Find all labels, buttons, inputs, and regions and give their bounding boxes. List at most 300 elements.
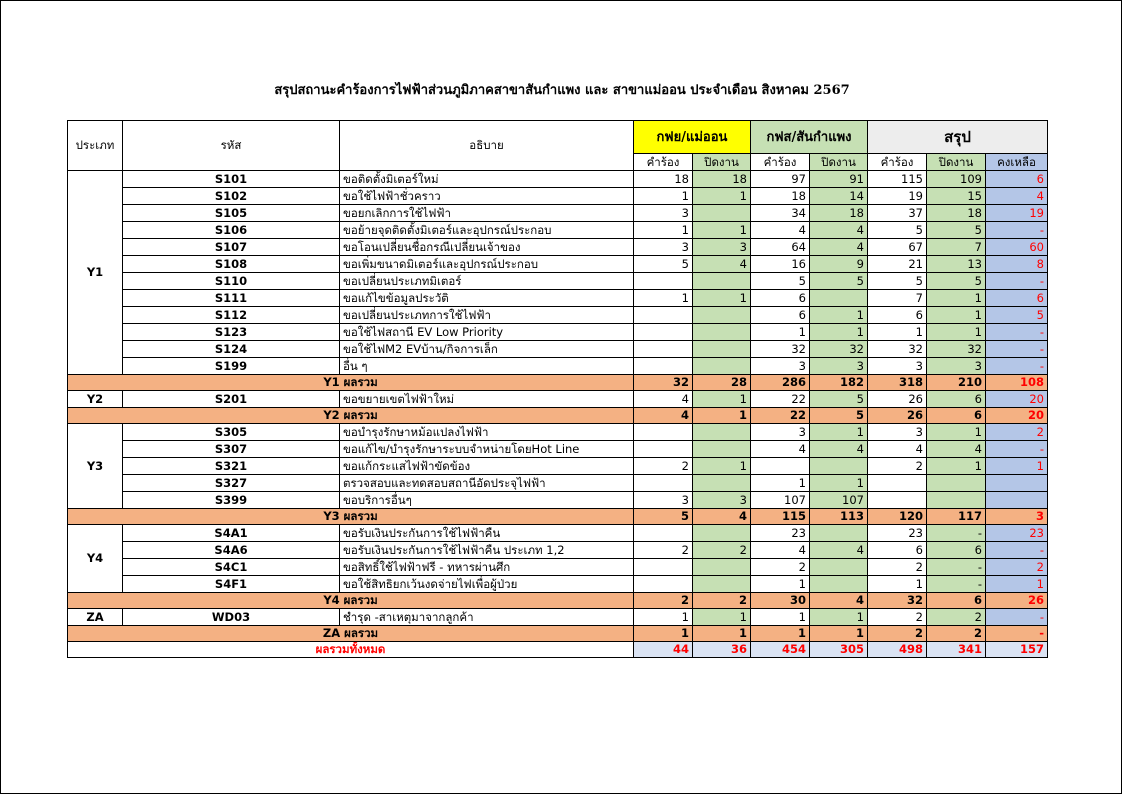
b-req-cell: 5: [751, 273, 810, 290]
t-close-cell: 109: [927, 171, 986, 188]
header-group-sankamphaeng: กฟส/สันกำแพง: [751, 121, 868, 154]
b-close-cell: [810, 290, 868, 307]
t-req-cell: 1: [868, 324, 927, 341]
b-req-cell: 1: [751, 576, 810, 593]
b-req-cell: 22: [751, 391, 810, 408]
remain-cell: 8: [986, 256, 1048, 273]
b-close-cell: [810, 559, 868, 576]
a-req-cell: [634, 424, 693, 441]
b-close-cell: 1: [810, 324, 868, 341]
report-title: สรุปสถานะคำร้องการไฟฟ้าส่วนภูมิภาคสาขาสันกำแพง และ สาขาแม่ออน ประจำเดือน สิงหาคม 2567: [274, 83, 850, 98]
header-group-summary: สรุป: [868, 121, 1048, 154]
remain-cell: 6: [986, 171, 1048, 188]
b-req-cell: 32: [751, 341, 810, 358]
remain-cell: -: [986, 609, 1048, 626]
t-req-cell: 26: [868, 391, 927, 408]
a-close-cell: [693, 205, 751, 222]
a-close-cell: 2: [693, 542, 751, 559]
table-row: [68, 525, 1048, 542]
a-req-cell: 1: [634, 609, 693, 626]
subtotal-t-close: 6: [927, 593, 986, 609]
b-close-cell: 107: [810, 492, 868, 509]
code-cell: S307: [123, 441, 340, 458]
remain-cell: -: [986, 222, 1048, 239]
subtotal-row: [68, 626, 1048, 642]
subtotal-b-close: 182: [810, 375, 868, 391]
t-req-cell: 6: [868, 542, 927, 559]
b-req-cell: 4: [751, 222, 810, 239]
a-req-cell: 3: [634, 492, 693, 509]
t-req-cell: 67: [868, 239, 927, 256]
subtotal-t-close: 2: [927, 626, 986, 642]
subtotal-b-close: 1: [810, 626, 868, 642]
subtotal-remain: 108: [986, 375, 1048, 391]
a-req-cell: 4: [634, 391, 693, 408]
a-close-cell: [693, 576, 751, 593]
t-req-cell: 5: [868, 273, 927, 290]
b-req-cell: 1: [751, 609, 810, 626]
grand-total-t-req: 498: [868, 642, 927, 658]
b-req-cell: 6: [751, 290, 810, 307]
b-close-cell: 32: [810, 341, 868, 358]
desc-cell: ขอสิทธิ์ใช้ไฟฟ้าฟรี - ทหารผ่านศึก: [340, 559, 634, 576]
b-req-cell: 1: [751, 324, 810, 341]
desc-cell: ขอรับเงินประกันการใช้ไฟฟ้าคืน: [340, 525, 634, 542]
a-close-cell: 1: [693, 458, 751, 475]
b-close-cell: 5: [810, 391, 868, 408]
a-close-cell: 3: [693, 492, 751, 509]
remain-cell: 1: [986, 576, 1048, 593]
table-row: [68, 458, 1048, 475]
t-close-cell: 6: [927, 542, 986, 559]
t-close-cell: -: [927, 576, 986, 593]
b-close-cell: [810, 458, 868, 475]
table-row: [68, 559, 1048, 576]
code-cell: S107: [123, 239, 340, 256]
grand-total-remain: 157: [986, 642, 1048, 658]
remain-cell: 2: [986, 424, 1048, 441]
subtotal-b-close: 4: [810, 593, 868, 609]
b-req-cell: 6: [751, 307, 810, 324]
table-row: [68, 576, 1048, 593]
t-req-cell: 37: [868, 205, 927, 222]
t-req-cell: 2: [868, 458, 927, 475]
header-group-maeon: กฟย/แม่ออน: [634, 121, 751, 154]
code-cell: S102: [123, 188, 340, 205]
table-row: [68, 188, 1048, 205]
b-close-cell: 9: [810, 256, 868, 273]
subtotal-label: Y2 ผลรวม: [68, 408, 634, 424]
a-close-cell: 1: [693, 290, 751, 307]
table-row: [68, 341, 1048, 358]
desc-cell: ขอใช้ไฟสถานี EV Low Priority: [340, 324, 634, 341]
subtotal-a-req: 2: [634, 593, 693, 609]
t-req-cell: 115: [868, 171, 927, 188]
a-close-cell: 3: [693, 239, 751, 256]
code-cell: S399: [123, 492, 340, 509]
subtotal-row: [68, 408, 1048, 424]
subtotal-a-req: 4: [634, 408, 693, 424]
b-close-cell: 91: [810, 171, 868, 188]
t-close-cell: 1: [927, 324, 986, 341]
subtotal-a-close: 28: [693, 375, 751, 391]
desc-cell: ขอใช้ไฟM2 EVบ้าน/กิจการเล็ก: [340, 341, 634, 358]
t-close-cell: [927, 475, 986, 492]
remain-cell: 1: [986, 458, 1048, 475]
table-body: [68, 171, 1048, 658]
desc-cell: ขอใช้สิทธิยกเว้นงดจ่ายไฟเพื่อผู้ป่วย: [340, 576, 634, 593]
b-req-cell: 3: [751, 358, 810, 375]
table-row: [68, 273, 1048, 290]
table-row: [68, 290, 1048, 307]
code-cell: S327: [123, 475, 340, 492]
remain-cell: 6: [986, 290, 1048, 307]
subtotal-b-req: 115: [751, 509, 810, 525]
a-req-cell: [634, 475, 693, 492]
desc-cell: ขอเพิ่มขนาดมิเตอร์และอุปกรณ์ประกอบ: [340, 256, 634, 273]
t-req-cell: 2: [868, 609, 927, 626]
subtotal-row: [68, 375, 1048, 391]
a-close-cell: [693, 559, 751, 576]
grand-total-a-req: 44: [634, 642, 693, 658]
b-req-cell: 4: [751, 542, 810, 559]
type-cell: Y3: [68, 424, 123, 509]
subtotal-remain: 26: [986, 593, 1048, 609]
b-req-cell: 4: [751, 441, 810, 458]
subtotal-t-req: 32: [868, 593, 927, 609]
a-req-cell: [634, 341, 693, 358]
a-close-cell: 1: [693, 391, 751, 408]
table-row: [68, 542, 1048, 559]
remain-cell: -: [986, 273, 1048, 290]
t-close-cell: 7: [927, 239, 986, 256]
desc-cell: ขอบริการอื่นๆ: [340, 492, 634, 509]
t-close-cell: -: [927, 559, 986, 576]
subtotal-t-req: 318: [868, 375, 927, 391]
grand-total-label: ผลรวมทั้งหมด: [68, 642, 634, 658]
b-close-cell: [810, 525, 868, 542]
remain-cell: -: [986, 542, 1048, 559]
header-closed: ปิดงาน: [810, 154, 868, 171]
a-close-cell: [693, 424, 751, 441]
remain-cell: [986, 492, 1048, 509]
code-cell: S101: [123, 171, 340, 188]
code-cell: S4A6: [123, 542, 340, 559]
b-close-cell: [810, 576, 868, 593]
header-remaining: คงเหลือ: [986, 154, 1048, 171]
b-req-cell: 1: [751, 475, 810, 492]
subtotal-row: [68, 509, 1048, 525]
a-req-cell: 2: [634, 458, 693, 475]
desc-cell: ขอใช้ไฟฟ้าชั่วคราว: [340, 188, 634, 205]
a-req-cell: 1: [634, 290, 693, 307]
code-cell: S124: [123, 341, 340, 358]
subtotal-b-req: 286: [751, 375, 810, 391]
desc-cell: ขอเปลี่ยนประเภทมิเตอร์: [340, 273, 634, 290]
remain-cell: 20: [986, 391, 1048, 408]
t-req-cell: 5: [868, 222, 927, 239]
t-close-cell: 1: [927, 458, 986, 475]
desc-cell: ตรวจสอบและทดสอบสถานีอัดประจุไฟฟ้า: [340, 475, 634, 492]
b-close-cell: 1: [810, 475, 868, 492]
desc-cell: ชำรุด -สาเหตุมาจากลูกค้า: [340, 609, 634, 626]
type-cell: Y1: [68, 171, 123, 375]
a-req-cell: [634, 358, 693, 375]
t-close-cell: 15: [927, 188, 986, 205]
table-row: [68, 171, 1048, 188]
desc-cell: ขอย้ายจุดติดตั้งมิเตอร์และอุปกรณ์ประกอบ: [340, 222, 634, 239]
subtotal-a-req: 5: [634, 509, 693, 525]
code-cell: S106: [123, 222, 340, 239]
a-close-cell: [693, 307, 751, 324]
subtotal-remain: 3: [986, 509, 1048, 525]
desc-cell: ขอติดตั้งมิเตอร์ใหม่: [340, 171, 634, 188]
subtotal-row: [68, 593, 1048, 609]
a-close-cell: [693, 441, 751, 458]
header-closed: ปิดงาน: [693, 154, 751, 171]
b-close-cell: 1: [810, 307, 868, 324]
table-row: [68, 609, 1048, 626]
code-cell: S4C1: [123, 559, 340, 576]
a-close-cell: [693, 341, 751, 358]
subtotal-label: Y3 ผลรวม: [68, 509, 634, 525]
a-req-cell: 18: [634, 171, 693, 188]
a-req-cell: 1: [634, 222, 693, 239]
a-req-cell: [634, 559, 693, 576]
t-close-cell: 1: [927, 290, 986, 307]
b-close-cell: 4: [810, 222, 868, 239]
t-close-cell: 3: [927, 358, 986, 375]
code-cell: S199: [123, 358, 340, 375]
a-req-cell: 1: [634, 188, 693, 205]
a-req-cell: [634, 273, 693, 290]
desc-cell: ขอรับเงินประกันการใช้ไฟฟ้าคืน ประเภท 1,2: [340, 542, 634, 559]
desc-cell: ขอบำรุงรักษาหม้อแปลงไฟฟ้า: [340, 424, 634, 441]
a-close-cell: [693, 324, 751, 341]
t-close-cell: 32: [927, 341, 986, 358]
header-desc: อธิบาย: [340, 121, 634, 171]
a-req-cell: 3: [634, 205, 693, 222]
table-row: [68, 391, 1048, 408]
b-req-cell: 97: [751, 171, 810, 188]
remain-cell: 2: [986, 559, 1048, 576]
code-cell: S321: [123, 458, 340, 475]
remain-cell: 4: [986, 188, 1048, 205]
t-close-cell: [927, 492, 986, 509]
b-req-cell: 18: [751, 188, 810, 205]
subtotal-a-req: 1: [634, 626, 693, 642]
table-row: [68, 324, 1048, 341]
subtotal-remain: 20: [986, 408, 1048, 424]
code-cell: S4A1: [123, 525, 340, 542]
t-close-cell: 4: [927, 441, 986, 458]
table-row: [68, 256, 1048, 273]
t-req-cell: [868, 492, 927, 509]
a-req-cell: [634, 441, 693, 458]
remain-cell: -: [986, 441, 1048, 458]
desc-cell: ขอแก้ไข/บำรุงรักษาระบบจำหน่ายโดยHot Line: [340, 441, 634, 458]
a-close-cell: 1: [693, 222, 751, 239]
subtotal-label: ZA ผลรวม: [68, 626, 634, 642]
a-req-cell: [634, 324, 693, 341]
table-row: [68, 358, 1048, 375]
grand-total-row: [68, 642, 1048, 658]
b-close-cell: 14: [810, 188, 868, 205]
b-close-cell: 1: [810, 424, 868, 441]
table-row: [68, 441, 1048, 458]
desc-cell: ขอโอนเปลี่ยนชื่อกรณีเปลี่ยนเจ้าของ: [340, 239, 634, 256]
header-request: คำร้อง: [634, 154, 693, 171]
header-type: ประเภท: [68, 121, 123, 171]
t-close-cell: 6: [927, 391, 986, 408]
table-row: [68, 222, 1048, 239]
subtotal-a-close: 1: [693, 408, 751, 424]
header-request: คำร้อง: [868, 154, 927, 171]
b-req-cell: 107: [751, 492, 810, 509]
header-closed: ปิดงาน: [927, 154, 986, 171]
subtotal-b-req: 30: [751, 593, 810, 609]
table-row: [68, 239, 1048, 256]
table-row: [68, 492, 1048, 509]
b-req-cell: 16: [751, 256, 810, 273]
table-row: [68, 307, 1048, 324]
grand-total-b-req: 454: [751, 642, 810, 658]
a-close-cell: 18: [693, 171, 751, 188]
subtotal-t-close: 117: [927, 509, 986, 525]
t-close-cell: 1: [927, 424, 986, 441]
subtotal-t-req: 120: [868, 509, 927, 525]
desc-cell: ขอเปลี่ยนประเภทการใช้ไฟฟ้า: [340, 307, 634, 324]
remain-cell: -: [986, 341, 1048, 358]
a-req-cell: [634, 525, 693, 542]
subtotal-a-close: 4: [693, 509, 751, 525]
a-req-cell: 5: [634, 256, 693, 273]
grand-total-a-close: 36: [693, 642, 751, 658]
subtotal-t-req: 26: [868, 408, 927, 424]
header-request: คำร้อง: [751, 154, 810, 171]
t-req-cell: 6: [868, 307, 927, 324]
subtotal-t-close: 6: [927, 408, 986, 424]
b-req-cell: 2: [751, 559, 810, 576]
subtotal-b-req: 1: [751, 626, 810, 642]
summary-table: [67, 120, 1048, 658]
a-close-cell: 4: [693, 256, 751, 273]
subtotal-b-close: 113: [810, 509, 868, 525]
code-cell: S108: [123, 256, 340, 273]
remain-cell: 19: [986, 205, 1048, 222]
code-cell: S111: [123, 290, 340, 307]
t-req-cell: 32: [868, 341, 927, 358]
table-row: [68, 205, 1048, 222]
desc-cell: อื่น ๆ: [340, 358, 634, 375]
desc-cell: ขอแก้กระแสไฟฟ้าขัดข้อง: [340, 458, 634, 475]
subtotal-a-req: 32: [634, 375, 693, 391]
remain-cell: [986, 475, 1048, 492]
b-close-cell: 3: [810, 358, 868, 375]
subtotal-remain: -: [986, 626, 1048, 642]
desc-cell: ขอแก้ไขข้อมูลประวัติ: [340, 290, 634, 307]
b-req-cell: 23: [751, 525, 810, 542]
b-req-cell: 64: [751, 239, 810, 256]
subtotal-t-close: 210: [927, 375, 986, 391]
t-req-cell: 2: [868, 559, 927, 576]
t-req-cell: 7: [868, 290, 927, 307]
subtotal-a-close: 2: [693, 593, 751, 609]
subtotal-b-req: 22: [751, 408, 810, 424]
b-req-cell: [751, 458, 810, 475]
b-req-cell: 34: [751, 205, 810, 222]
table-row: [68, 424, 1048, 441]
subtotal-b-close: 5: [810, 408, 868, 424]
b-close-cell: 18: [810, 205, 868, 222]
grand-total-b-close: 305: [810, 642, 868, 658]
t-close-cell: 1: [927, 307, 986, 324]
t-req-cell: [868, 475, 927, 492]
table-row: [68, 475, 1048, 492]
header-code: รหัส: [123, 121, 340, 171]
subtotal-label: Y1 ผลรวม: [68, 375, 634, 391]
b-close-cell: 4: [810, 542, 868, 559]
t-req-cell: 21: [868, 256, 927, 273]
subtotal-t-req: 2: [868, 626, 927, 642]
code-cell: S123: [123, 324, 340, 341]
code-cell: S201: [123, 391, 340, 408]
code-cell: S110: [123, 273, 340, 290]
code-cell: WD03: [123, 609, 340, 626]
t-req-cell: 3: [868, 424, 927, 441]
subtotal-label: Y4 ผลรวม: [68, 593, 634, 609]
t-req-cell: 4: [868, 441, 927, 458]
t-close-cell: 18: [927, 205, 986, 222]
remain-cell: 60: [986, 239, 1048, 256]
type-cell: Y4: [68, 525, 123, 593]
code-cell: S112: [123, 307, 340, 324]
b-close-cell: 5: [810, 273, 868, 290]
b-req-cell: 3: [751, 424, 810, 441]
t-close-cell: -: [927, 525, 986, 542]
t-req-cell: 3: [868, 358, 927, 375]
code-cell: S105: [123, 205, 340, 222]
desc-cell: ขอขยายเขตไฟฟ้าใหม่: [340, 391, 634, 408]
a-close-cell: [693, 475, 751, 492]
t-req-cell: 1: [868, 576, 927, 593]
b-close-cell: 1: [810, 609, 868, 626]
t-close-cell: 5: [927, 222, 986, 239]
t-close-cell: 2: [927, 609, 986, 626]
remain-cell: 5: [986, 307, 1048, 324]
remain-cell: -: [986, 358, 1048, 375]
type-cell: Y2: [68, 391, 123, 408]
b-close-cell: 4: [810, 441, 868, 458]
a-req-cell: 2: [634, 542, 693, 559]
t-req-cell: 19: [868, 188, 927, 205]
t-close-cell: 5: [927, 273, 986, 290]
remain-cell: 23: [986, 525, 1048, 542]
grand-total-t-close: 341: [927, 642, 986, 658]
desc-cell: ขอยกเลิกการใช้ไฟฟ้า: [340, 205, 634, 222]
remain-cell: -: [986, 324, 1048, 341]
a-req-cell: 3: [634, 239, 693, 256]
t-close-cell: 13: [927, 256, 986, 273]
a-close-cell: [693, 525, 751, 542]
a-close-cell: [693, 273, 751, 290]
a-req-cell: [634, 307, 693, 324]
code-cell: S4F1: [123, 576, 340, 593]
code-cell: S305: [123, 424, 340, 441]
a-close-cell: 1: [693, 609, 751, 626]
t-req-cell: 23: [868, 525, 927, 542]
b-close-cell: 4: [810, 239, 868, 256]
